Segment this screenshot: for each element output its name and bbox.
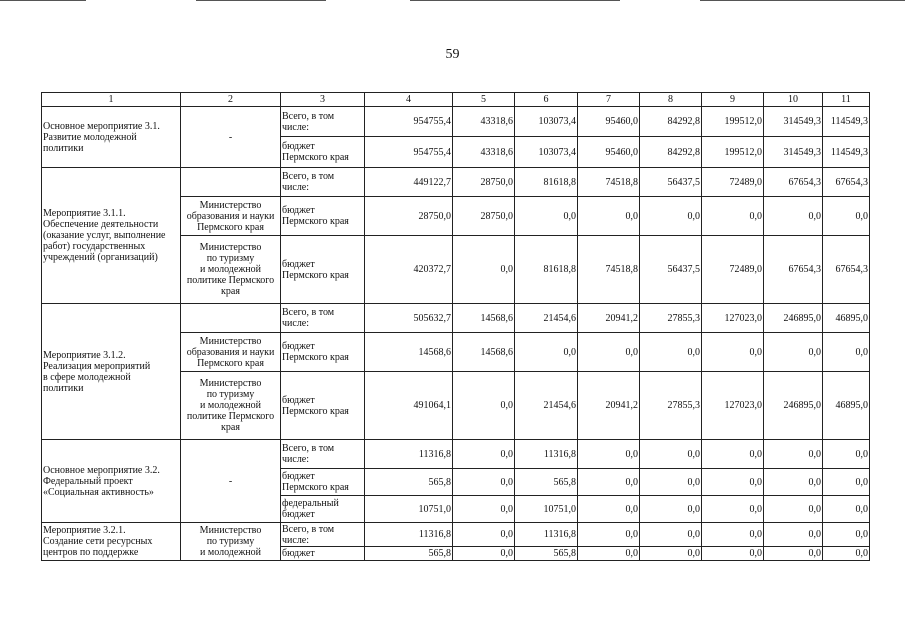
column-number-header: 11 bbox=[823, 93, 870, 107]
amount-cell: 0,0 bbox=[702, 523, 764, 547]
amount-cell: 0,0 bbox=[702, 547, 764, 561]
amount-cell: 0,0 bbox=[823, 333, 870, 372]
funding-source-cell: Всего, в том числе: bbox=[281, 304, 365, 333]
amount-cell: 72489,0 bbox=[702, 168, 764, 197]
funding-source-cell: Всего, в том числе: bbox=[281, 168, 365, 197]
funding-source-cell: бюджет Пермского края bbox=[281, 469, 365, 496]
funding-source-cell: бюджет Пермского края bbox=[281, 333, 365, 372]
amount-cell: 27855,3 bbox=[640, 304, 702, 333]
amount-cell: 0,0 bbox=[453, 236, 515, 304]
amount-cell: 505632,7 bbox=[365, 304, 453, 333]
amount-cell: 28750,0 bbox=[453, 168, 515, 197]
amount-cell: 565,8 bbox=[365, 469, 453, 496]
amount-cell: 72489,0 bbox=[702, 236, 764, 304]
amount-cell: 0,0 bbox=[764, 197, 823, 236]
amount-cell: 565,8 bbox=[365, 547, 453, 561]
table-row bbox=[42, 304, 870, 333]
amount-cell: 81618,8 bbox=[515, 168, 578, 197]
amount-cell: 20941,2 bbox=[578, 304, 640, 333]
amount-cell: 0,0 bbox=[453, 440, 515, 469]
amount-cell: 0,0 bbox=[823, 547, 870, 561]
amount-cell: 21454,6 bbox=[515, 304, 578, 333]
amount-cell: 0,0 bbox=[702, 496, 764, 523]
amount-cell: 103073,4 bbox=[515, 107, 578, 137]
funding-source-cell: бюджет Пермского края bbox=[281, 137, 365, 168]
column-number-header: 9 bbox=[702, 93, 764, 107]
event-name-cell: Основное мероприятие 3.2. Федеральный проект «Социальная активность» bbox=[42, 440, 181, 523]
funding-source-cell: бюджет Пермского края bbox=[281, 197, 365, 236]
amount-cell: 74518,8 bbox=[578, 236, 640, 304]
amount-cell: 0,0 bbox=[578, 523, 640, 547]
amount-cell: 81618,8 bbox=[515, 236, 578, 304]
executor-cell: - bbox=[181, 440, 281, 523]
event-name-cell: Мероприятие 3.2.1. Создание сети ресурсных центров по поддержке bbox=[42, 523, 181, 561]
amount-cell: 103073,4 bbox=[515, 137, 578, 168]
scan-top-edge bbox=[0, 0, 905, 2]
amount-cell: 127023,0 bbox=[702, 372, 764, 440]
funding-source-cell: Всего, в том числе: bbox=[281, 523, 365, 547]
amount-cell: 0,0 bbox=[640, 523, 702, 547]
amount-cell: 11316,8 bbox=[515, 440, 578, 469]
amount-cell: 0,0 bbox=[640, 440, 702, 469]
event-name-cell: Основное мероприятие 3.1. Развитие молодежной политики bbox=[42, 107, 181, 168]
amount-cell: 0,0 bbox=[640, 197, 702, 236]
amount-cell: 95460,0 bbox=[578, 137, 640, 168]
amount-cell: 0,0 bbox=[764, 547, 823, 561]
amount-cell: 0,0 bbox=[578, 547, 640, 561]
amount-cell: 21454,6 bbox=[515, 372, 578, 440]
table-row bbox=[42, 107, 870, 137]
amount-cell: 0,0 bbox=[764, 496, 823, 523]
table-body bbox=[42, 93, 870, 561]
amount-cell: 67654,3 bbox=[764, 168, 823, 197]
amount-cell: 56437,5 bbox=[640, 236, 702, 304]
table-row bbox=[42, 168, 870, 197]
amount-cell: 74518,8 bbox=[578, 168, 640, 197]
funding-source-cell: Всего, в том числе: bbox=[281, 107, 365, 137]
amount-cell: 14568,6 bbox=[453, 333, 515, 372]
amount-cell: 28750,0 bbox=[453, 197, 515, 236]
amount-cell: 0,0 bbox=[515, 197, 578, 236]
amount-cell: 46895,0 bbox=[823, 372, 870, 440]
executor-cell bbox=[181, 304, 281, 333]
amount-cell: 199512,0 bbox=[702, 137, 764, 168]
amount-cell: 491064,1 bbox=[365, 372, 453, 440]
amount-cell: 246895,0 bbox=[764, 304, 823, 333]
column-number-header: 6 bbox=[515, 93, 578, 107]
amount-cell: 0,0 bbox=[453, 547, 515, 561]
amount-cell: 0,0 bbox=[578, 440, 640, 469]
amount-cell: 0,0 bbox=[702, 197, 764, 236]
amount-cell: 11316,8 bbox=[515, 523, 578, 547]
event-name-cell: Мероприятие 3.1.1. Обеспечение деятельности (оказание услуг, выполнение работ) государственных учреждений (организаций) bbox=[42, 168, 181, 304]
amount-cell: 314549,3 bbox=[764, 107, 823, 137]
amount-cell: 14568,6 bbox=[453, 304, 515, 333]
amount-cell: 565,8 bbox=[515, 469, 578, 496]
page-number: 59 bbox=[445, 47, 460, 62]
amount-cell: 0,0 bbox=[764, 440, 823, 469]
amount-cell: 0,0 bbox=[578, 197, 640, 236]
executor-cell: Министерство образования и науки Пермского края bbox=[181, 197, 281, 236]
amount-cell: 114549,3 bbox=[823, 107, 870, 137]
funding-source-cell: бюджет bbox=[281, 547, 365, 561]
amount-cell: 246895,0 bbox=[764, 372, 823, 440]
amount-cell: 67654,3 bbox=[823, 236, 870, 304]
amount-cell: 0,0 bbox=[640, 547, 702, 561]
amount-cell: 954755,4 bbox=[365, 107, 453, 137]
column-number-header: 5 bbox=[453, 93, 515, 107]
amount-cell: 20941,2 bbox=[578, 372, 640, 440]
amount-cell: 0,0 bbox=[578, 333, 640, 372]
amount-cell: 0,0 bbox=[515, 333, 578, 372]
amount-cell: 43318,6 bbox=[453, 137, 515, 168]
column-number-header: 1 bbox=[42, 93, 181, 107]
amount-cell: 0,0 bbox=[640, 333, 702, 372]
amount-cell: 0,0 bbox=[453, 496, 515, 523]
executor-cell bbox=[181, 168, 281, 197]
amount-cell: 28750,0 bbox=[365, 197, 453, 236]
amount-cell: 0,0 bbox=[823, 197, 870, 236]
amount-cell: 449122,7 bbox=[365, 168, 453, 197]
amount-cell: 0,0 bbox=[764, 333, 823, 372]
amount-cell: 14568,6 bbox=[365, 333, 453, 372]
amount-cell: 0,0 bbox=[823, 440, 870, 469]
amount-cell: 0,0 bbox=[640, 496, 702, 523]
amount-cell: 954755,4 bbox=[365, 137, 453, 168]
amount-cell: 565,8 bbox=[515, 547, 578, 561]
amount-cell: 43318,6 bbox=[453, 107, 515, 137]
amount-cell: 56437,5 bbox=[640, 168, 702, 197]
table-row bbox=[42, 523, 870, 547]
funding-source-cell: Всего, в том числе: bbox=[281, 440, 365, 469]
executor-cell: - bbox=[181, 107, 281, 168]
amount-cell: 0,0 bbox=[823, 469, 870, 496]
amount-cell: 0,0 bbox=[764, 523, 823, 547]
funding-source-cell: федеральный бюджет bbox=[281, 496, 365, 523]
funding-source-cell: бюджет Пермского края bbox=[281, 372, 365, 440]
amount-cell: 0,0 bbox=[702, 469, 764, 496]
amount-cell: 67654,3 bbox=[823, 168, 870, 197]
amount-cell: 11316,8 bbox=[365, 440, 453, 469]
amount-cell: 0,0 bbox=[453, 469, 515, 496]
amount-cell: 127023,0 bbox=[702, 304, 764, 333]
amount-cell: 0,0 bbox=[702, 440, 764, 469]
amount-cell: 84292,8 bbox=[640, 137, 702, 168]
amount-cell: 199512,0 bbox=[702, 107, 764, 137]
amount-cell: 27855,3 bbox=[640, 372, 702, 440]
executor-cell: Министерство образования и науки Пермского края bbox=[181, 333, 281, 372]
budget-table bbox=[41, 92, 870, 561]
column-number-header: 2 bbox=[181, 93, 281, 107]
executor-cell: Министерство по туризму и молодежной политике Пермского края bbox=[181, 372, 281, 440]
funding-source-cell: бюджет Пермского края bbox=[281, 236, 365, 304]
amount-cell: 95460,0 bbox=[578, 107, 640, 137]
amount-cell: 10751,0 bbox=[365, 496, 453, 523]
amount-cell: 314549,3 bbox=[764, 137, 823, 168]
amount-cell: 46895,0 bbox=[823, 304, 870, 333]
amount-cell: 84292,8 bbox=[640, 107, 702, 137]
column-number-header: 8 bbox=[640, 93, 702, 107]
amount-cell: 0,0 bbox=[823, 523, 870, 547]
amount-cell: 420372,7 bbox=[365, 236, 453, 304]
executor-cell: Министерство по туризму и молодежной политике Пермского края bbox=[181, 236, 281, 304]
amount-cell: 10751,0 bbox=[515, 496, 578, 523]
column-number-row bbox=[42, 93, 870, 107]
amount-cell: 0,0 bbox=[823, 496, 870, 523]
column-number-header: 3 bbox=[281, 93, 365, 107]
amount-cell: 0,0 bbox=[764, 469, 823, 496]
amount-cell: 0,0 bbox=[578, 469, 640, 496]
amount-cell: 0,0 bbox=[640, 469, 702, 496]
amount-cell: 0,0 bbox=[453, 372, 515, 440]
amount-cell: 0,0 bbox=[578, 496, 640, 523]
amount-cell: 11316,8 bbox=[365, 523, 453, 547]
table-row bbox=[42, 440, 870, 469]
event-name-cell: Мероприятие 3.1.2. Реализация мероприятий в сфере молодежной политики bbox=[42, 304, 181, 440]
amount-cell: 0,0 bbox=[702, 333, 764, 372]
amount-cell: 0,0 bbox=[453, 523, 515, 547]
amount-cell: 67654,3 bbox=[764, 236, 823, 304]
column-number-header: 10 bbox=[764, 93, 823, 107]
column-number-header: 4 bbox=[365, 93, 453, 107]
amount-cell: 114549,3 bbox=[823, 137, 870, 168]
executor-cell: Министерство по туризму и молодежной bbox=[181, 523, 281, 561]
column-number-header: 7 bbox=[578, 93, 640, 107]
